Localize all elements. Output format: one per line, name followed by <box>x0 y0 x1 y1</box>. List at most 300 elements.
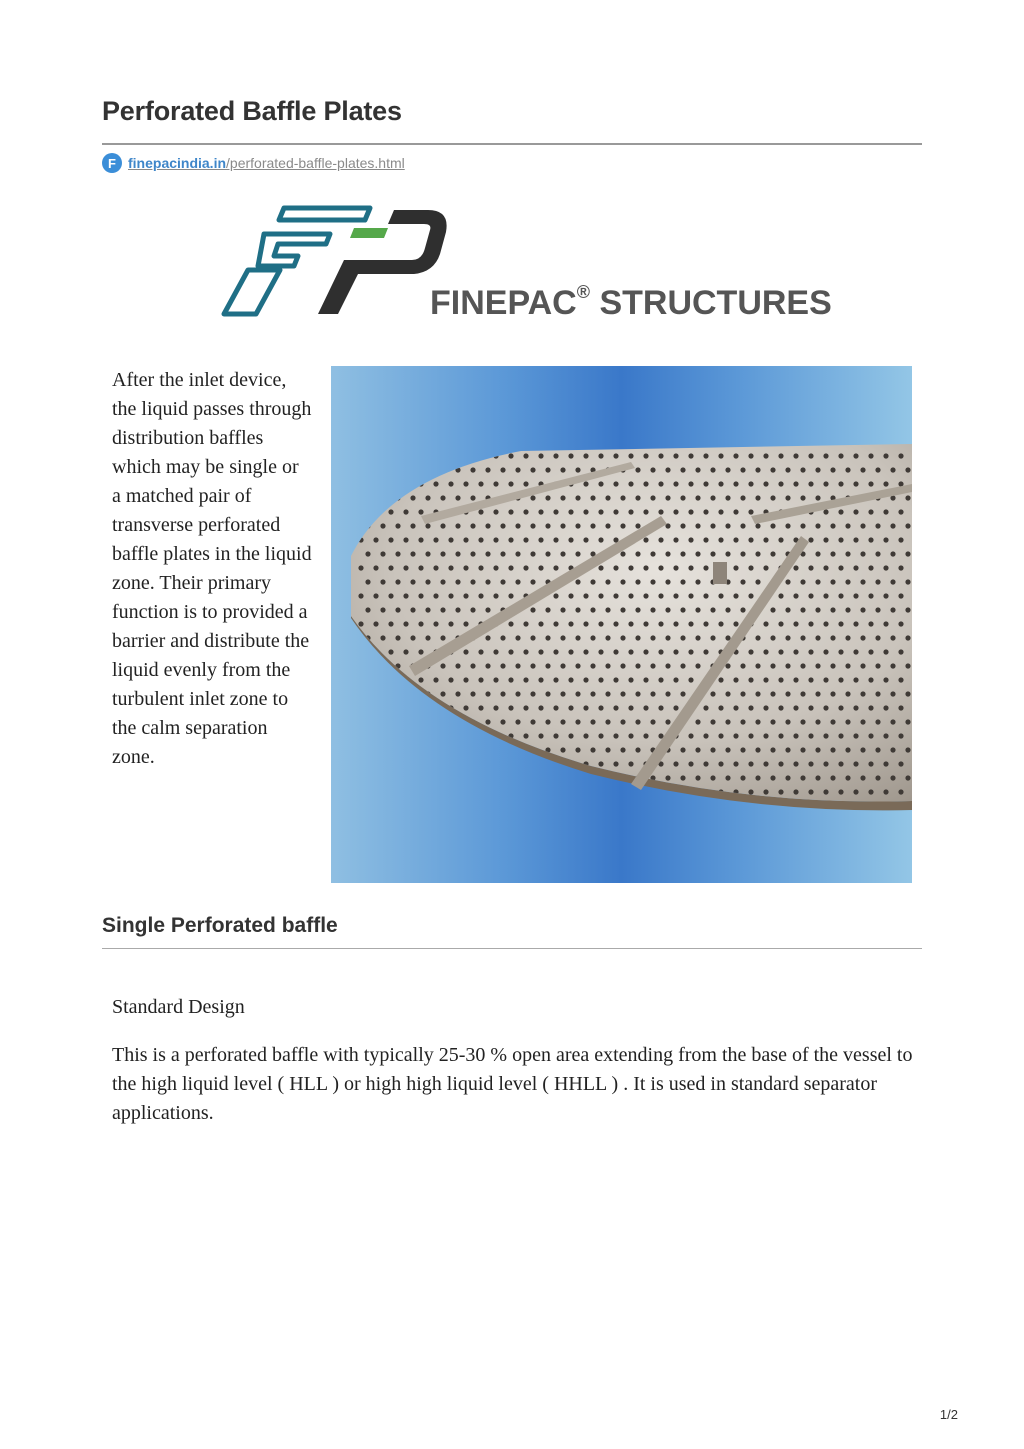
perforation-hole <box>613 621 618 626</box>
perforation-hole <box>388 453 393 458</box>
perforation-hole <box>688 761 693 766</box>
perforation-hole <box>500 579 505 584</box>
perforation-hole <box>575 663 580 668</box>
perforation-hole <box>613 761 618 766</box>
perforation-hole <box>500 551 505 556</box>
registered-mark: ® <box>576 281 590 302</box>
perforation-hole <box>598 789 603 794</box>
perforation-hole <box>725 719 730 724</box>
perforation-hole <box>440 495 445 500</box>
perforation-hole <box>883 593 888 598</box>
perforation-hole <box>695 635 700 640</box>
perforation-hole <box>815 691 820 696</box>
perforation-hole <box>530 691 535 696</box>
perforation-hole <box>905 719 910 724</box>
perforation-hole <box>388 509 393 514</box>
perforation-hole <box>770 663 775 668</box>
perforation-hole <box>485 803 490 808</box>
perforation-hole <box>545 495 550 500</box>
perforation-hole <box>733 537 738 542</box>
perforation-hole <box>658 537 663 542</box>
perforation-hole <box>635 747 640 752</box>
perforation-hole <box>380 775 385 780</box>
perforation-hole <box>545 775 550 780</box>
perforation-hole <box>740 663 745 668</box>
perforation-hole <box>545 607 550 612</box>
perforation-hole <box>478 789 483 794</box>
perforation-hole <box>455 691 460 696</box>
perforation-hole <box>665 775 670 780</box>
perforation-hole <box>890 775 895 780</box>
perforation-hole <box>905 663 910 668</box>
perforation-hole <box>418 453 423 458</box>
perforation-hole <box>395 523 400 528</box>
perforation-hole <box>485 551 490 556</box>
perforation-hole <box>538 789 543 794</box>
perforation-hole <box>823 537 828 542</box>
perforation-hole <box>815 607 820 612</box>
perforation-hole <box>418 509 423 514</box>
perforation-hole <box>583 705 588 710</box>
perforation-hole <box>418 677 423 682</box>
perforation-hole <box>763 621 768 626</box>
perforation-hole <box>725 495 730 500</box>
perforation-hole <box>478 761 483 766</box>
perforation-hole <box>448 677 453 682</box>
perforation-hole <box>440 607 445 612</box>
perforation-hole <box>530 607 535 612</box>
perforation-hole <box>598 677 603 682</box>
perforation-hole <box>665 803 670 808</box>
perforation-hole <box>515 775 520 780</box>
perforation-hole <box>650 467 655 472</box>
perforation-hole <box>373 677 378 682</box>
perforation-hole <box>823 761 828 766</box>
perforation-hole <box>410 495 415 500</box>
source-link[interactable] <box>128 155 405 171</box>
perforation-hole <box>613 509 618 514</box>
perforation-hole <box>508 761 513 766</box>
perforation-hole <box>553 733 558 738</box>
perforation-hole <box>575 551 580 556</box>
perforation-hole <box>485 607 490 612</box>
perforation-hole <box>545 803 550 808</box>
perforation-hole <box>718 733 723 738</box>
perforation-hole <box>358 621 363 626</box>
perforation-hole <box>673 453 678 458</box>
perforation-hole <box>478 537 483 542</box>
perforation-hole <box>395 719 400 724</box>
perforation-hole <box>553 509 558 514</box>
perforation-hole <box>583 733 588 738</box>
perforation-hole <box>785 607 790 612</box>
perforation-hole <box>358 593 363 598</box>
perforation-hole <box>493 789 498 794</box>
perforation-hole <box>905 467 910 472</box>
perforation-hole <box>590 775 595 780</box>
perforation-hole <box>628 789 633 794</box>
perforation-hole <box>643 789 648 794</box>
perforation-hole <box>868 453 873 458</box>
perforation-hole <box>710 523 715 528</box>
perforation-hole <box>890 523 895 528</box>
perforation-hole <box>388 761 393 766</box>
perforation-hole <box>860 551 865 556</box>
perforation-hole <box>868 481 873 486</box>
perforation-hole <box>763 481 768 486</box>
perforation-hole <box>478 509 483 514</box>
perforation-hole <box>658 453 663 458</box>
perforation-hole <box>733 677 738 682</box>
perforation-hole <box>733 593 738 598</box>
perforation-hole <box>755 747 760 752</box>
perforation-hole <box>523 677 528 682</box>
perforation-hole <box>890 579 895 584</box>
perforation-hole <box>568 705 573 710</box>
perforation-hole <box>620 663 625 668</box>
perforation-hole <box>748 509 753 514</box>
perforation-hole <box>695 719 700 724</box>
perforation-hole <box>613 565 618 570</box>
perforation-hole <box>635 495 640 500</box>
perforation-hole <box>740 523 745 528</box>
perforation-hole <box>538 705 543 710</box>
perforation-hole <box>763 677 768 682</box>
perforation-hole <box>455 719 460 724</box>
perforation-hole <box>403 481 408 486</box>
perforation-hole <box>365 803 370 808</box>
perforation-hole <box>358 509 363 514</box>
perforation-hole <box>673 481 678 486</box>
perforation-hole <box>553 677 558 682</box>
perforation-hole <box>568 789 573 794</box>
perforation-hole <box>883 509 888 514</box>
perforation-hole <box>613 789 618 794</box>
perforation-hole <box>815 523 820 528</box>
perforation-hole <box>755 691 760 696</box>
perforation-hole <box>868 509 873 514</box>
perforation-hole <box>553 789 558 794</box>
perforation-hole <box>470 523 475 528</box>
perforation-hole <box>463 565 468 570</box>
perforation-hole <box>680 747 685 752</box>
perforation-hole <box>493 677 498 682</box>
perforation-hole <box>470 663 475 668</box>
perforation-hole <box>845 579 850 584</box>
perforation-hole <box>710 495 715 500</box>
perforation-hole <box>770 747 775 752</box>
perforation-hole <box>358 761 363 766</box>
perforation-hole <box>733 481 738 486</box>
perforation-hole <box>793 761 798 766</box>
perforation-hole <box>890 635 895 640</box>
perforation-hole <box>440 719 445 724</box>
perforation-hole <box>898 481 903 486</box>
perforation-hole <box>725 523 730 528</box>
perforation-hole <box>845 607 850 612</box>
perforation-hole <box>560 467 565 472</box>
perforation-hole <box>845 775 850 780</box>
title-divider <box>102 143 922 145</box>
perforation-hole <box>650 663 655 668</box>
perforation-hole <box>553 621 558 626</box>
perforation-hole <box>733 509 738 514</box>
perforation-hole <box>410 691 415 696</box>
perforation-hole <box>388 593 393 598</box>
perforation-hole <box>485 775 490 780</box>
perforation-hole <box>830 579 835 584</box>
perforation-hole <box>643 733 648 738</box>
perforation-hole <box>898 593 903 598</box>
perforation-hole <box>808 761 813 766</box>
perforation-hole <box>875 551 880 556</box>
perforation-hole <box>823 649 828 654</box>
perforation-hole <box>755 663 760 668</box>
baffle-plate-illustration <box>331 366 912 883</box>
perforation-hole <box>560 775 565 780</box>
perforation-hole <box>905 635 910 640</box>
perforation-hole <box>718 677 723 682</box>
perforation-hole <box>605 747 610 752</box>
perforation-hole <box>530 551 535 556</box>
perforation-hole <box>470 747 475 752</box>
perforation-hole <box>440 523 445 528</box>
perforation-hole <box>830 691 835 696</box>
perforation-hole <box>785 747 790 752</box>
perforation-hole <box>485 579 490 584</box>
perforation-hole <box>868 565 873 570</box>
perforation-hole <box>635 579 640 584</box>
perforation-hole <box>853 789 858 794</box>
perforation-hole <box>433 733 438 738</box>
perforation-hole <box>853 761 858 766</box>
perforation-hole <box>898 733 903 738</box>
perforation-hole <box>680 663 685 668</box>
perforation-hole <box>523 649 528 654</box>
perforation-hole <box>508 509 513 514</box>
perforation-hole <box>440 635 445 640</box>
perforation-hole <box>613 677 618 682</box>
perforation-hole <box>620 635 625 640</box>
perforation-hole <box>725 635 730 640</box>
perforation-hole <box>905 523 910 528</box>
perforation-hole <box>695 803 700 808</box>
perforation-hole <box>455 495 460 500</box>
perforation-hole <box>470 579 475 584</box>
perforation-hole <box>808 593 813 598</box>
site-favicon-icon: F <box>102 153 122 173</box>
perforation-hole <box>748 705 753 710</box>
perforation-hole <box>598 509 603 514</box>
perforation-hole <box>665 719 670 724</box>
perforation-hole <box>530 495 535 500</box>
perforation-hole <box>710 719 715 724</box>
perforation-hole <box>515 691 520 696</box>
perforation-hole <box>380 691 385 696</box>
perforation-hole <box>688 509 693 514</box>
perforation-hole <box>470 691 475 696</box>
perforation-hole <box>493 649 498 654</box>
perforation-hole <box>748 537 753 542</box>
perforation-hole <box>680 551 685 556</box>
perforation-hole <box>845 719 850 724</box>
perforation-hole <box>538 733 543 738</box>
perforation-hole <box>358 565 363 570</box>
perforation-hole <box>403 509 408 514</box>
perforation-hole <box>830 747 835 752</box>
perforation-hole <box>680 635 685 640</box>
perforation-hole <box>905 551 910 556</box>
perforation-hole <box>718 621 723 626</box>
perforation-hole <box>508 565 513 570</box>
perforation-hole <box>598 453 603 458</box>
perforation-hole <box>508 593 513 598</box>
perforation-hole <box>380 719 385 724</box>
perforation-hole <box>838 733 843 738</box>
perforation-hole <box>620 803 625 808</box>
perforation-hole <box>388 565 393 570</box>
perforation-hole <box>808 733 813 738</box>
perforation-hole <box>628 593 633 598</box>
perforation-hole <box>808 621 813 626</box>
perforation-hole <box>605 691 610 696</box>
perforation-hole <box>523 537 528 542</box>
perforation-hole <box>620 747 625 752</box>
perforation-hole <box>650 551 655 556</box>
perforation-hole <box>673 537 678 542</box>
perforation-hole <box>635 635 640 640</box>
perforation-hole <box>748 789 753 794</box>
perforation-hole <box>613 481 618 486</box>
perforation-hole <box>575 719 580 724</box>
perforation-hole <box>395 495 400 500</box>
perforation-hole <box>635 523 640 528</box>
perforation-hole <box>365 579 370 584</box>
perforation-hole <box>425 607 430 612</box>
perforation-hole <box>455 607 460 612</box>
perforation-hole <box>583 593 588 598</box>
perforation-hole <box>485 719 490 724</box>
perforation-hole <box>883 565 888 570</box>
perforation-hole <box>740 495 745 500</box>
perforation-hole <box>545 663 550 668</box>
perforation-hole <box>590 663 595 668</box>
perforation-hole <box>665 691 670 696</box>
perforation-hole <box>755 523 760 528</box>
perforation-hole <box>785 467 790 472</box>
perforation-hole <box>418 593 423 598</box>
perforation-hole <box>568 733 573 738</box>
perforation-hole <box>778 649 783 654</box>
perforation-hole <box>680 691 685 696</box>
perforation-hole <box>703 649 708 654</box>
perforation-hole <box>568 621 573 626</box>
perforation-hole <box>455 663 460 668</box>
perforation-hole <box>418 481 423 486</box>
perforation-hole <box>493 509 498 514</box>
perforation-hole <box>673 621 678 626</box>
perforation-hole <box>500 467 505 472</box>
perforation-hole <box>583 453 588 458</box>
perforation-hole <box>755 495 760 500</box>
perforation-hole <box>433 481 438 486</box>
perforation-hole <box>733 453 738 458</box>
perforation-hole <box>373 481 378 486</box>
perforation-hole <box>793 453 798 458</box>
perforation-hole <box>515 663 520 668</box>
perforation-hole <box>508 649 513 654</box>
perforation-hole <box>425 523 430 528</box>
perforation-hole <box>695 523 700 528</box>
perforation-hole <box>560 551 565 556</box>
perforation-hole <box>838 621 843 626</box>
perforation-hole <box>853 453 858 458</box>
perforation-hole <box>860 523 865 528</box>
perforation-hole <box>380 523 385 528</box>
perforation-hole <box>800 635 805 640</box>
perforation-hole <box>508 537 513 542</box>
perforation-hole <box>635 803 640 808</box>
perforation-hole <box>650 579 655 584</box>
perforation-hole <box>575 467 580 472</box>
perforation-hole <box>635 719 640 724</box>
perforation-hole <box>380 607 385 612</box>
perforation-hole <box>838 453 843 458</box>
perforation-hole <box>523 509 528 514</box>
perforation-hole <box>755 635 760 640</box>
perforation-hole <box>875 719 880 724</box>
perforation-hole <box>530 775 535 780</box>
perforation-hole <box>508 677 513 682</box>
perforation-hole <box>463 481 468 486</box>
perforation-hole <box>410 803 415 808</box>
perforation-hole <box>530 523 535 528</box>
perforation-hole <box>590 495 595 500</box>
perforation-hole <box>800 747 805 752</box>
perforation-hole <box>733 621 738 626</box>
perforation-hole <box>815 495 820 500</box>
perforation-hole <box>395 607 400 612</box>
perforation-hole <box>583 481 588 486</box>
perforation-hole <box>898 509 903 514</box>
perforation-hole <box>388 537 393 542</box>
perforation-hole <box>785 775 790 780</box>
perforation-hole <box>538 761 543 766</box>
perforation-hole <box>493 481 498 486</box>
perforation-hole <box>530 635 535 640</box>
perforation-hole <box>890 691 895 696</box>
perforation-hole <box>373 509 378 514</box>
perforation-hole <box>688 537 693 542</box>
perforation-hole <box>358 733 363 738</box>
perforation-hole <box>418 537 423 542</box>
perforation-hole <box>440 551 445 556</box>
perforation-hole <box>493 453 498 458</box>
perforation-hole <box>433 789 438 794</box>
perforation-hole <box>485 467 490 472</box>
perforation-hole <box>673 677 678 682</box>
perforation-hole <box>785 523 790 528</box>
perforation-hole <box>388 677 393 682</box>
perforation-hole <box>703 705 708 710</box>
perforation-hole <box>785 719 790 724</box>
perforation-hole <box>635 607 640 612</box>
perforation-hole <box>853 537 858 542</box>
perforation-hole <box>823 733 828 738</box>
perforation-hole <box>905 747 910 752</box>
perforation-hole <box>748 649 753 654</box>
perforation-hole <box>898 621 903 626</box>
